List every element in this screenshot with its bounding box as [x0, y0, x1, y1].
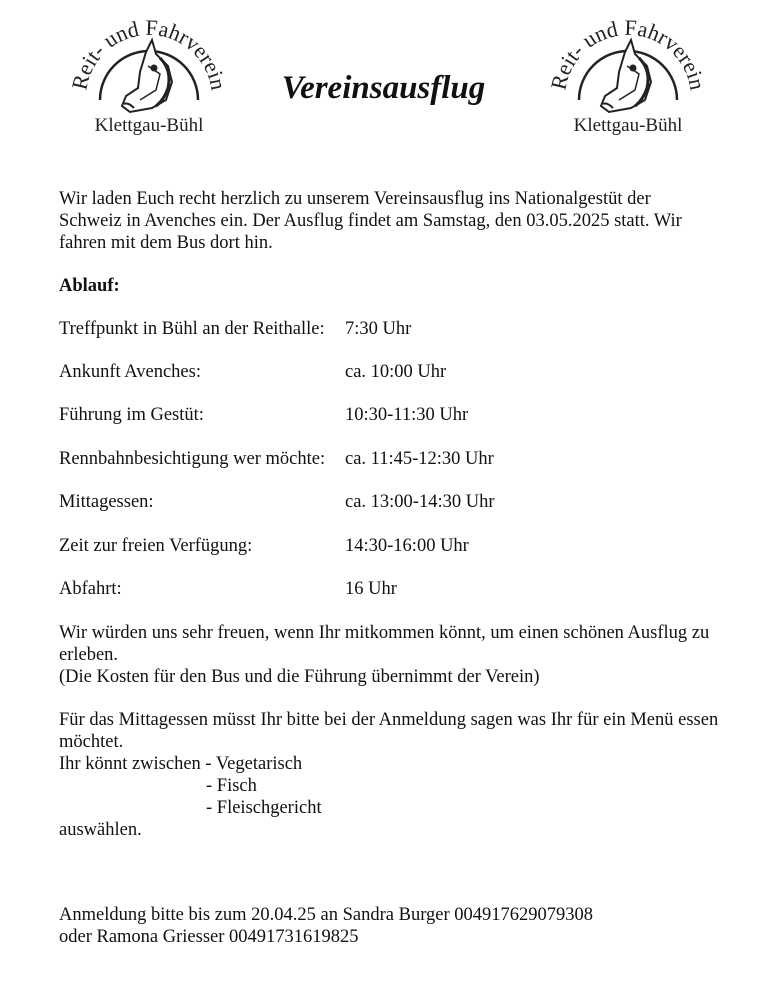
- menu-paragraph: [59, 709, 719, 841]
- logo-place: Klettgau-Bühl: [573, 115, 683, 136]
- schedule-time: 14:30-16:00 Uhr: [345, 536, 469, 556]
- menu-option: - Fleischgericht: [206, 798, 322, 818]
- menu-choice-line: Ihr könnt zwischen - Vegetarisch: [59, 754, 303, 774]
- logo-arc-text: Reit- und Fahrverein: [545, 14, 711, 92]
- schedule-label: Abfahrt:: [59, 579, 122, 599]
- schedule-heading: Ablauf:: [59, 276, 120, 296]
- schedule-time: ca. 11:45-12:30 Uhr: [345, 449, 494, 469]
- schedule-label: Treffpunkt in Bühl an der Reithalle:: [59, 319, 325, 339]
- schedule-label: Mittagessen:: [59, 492, 154, 512]
- schedule-time: 7:30 Uhr: [345, 319, 412, 339]
- menu-option: - Fisch: [206, 776, 257, 796]
- schedule-label: Rennbahnbesichtigung wer möchte:: [59, 449, 326, 469]
- intro-paragraph: Wir laden Euch recht herzlich zu unserem Vereinsausflug ins Nationalgestüt der Schweiz in Avenches ein. Der Ausflug findet am Samstag, den 03.05.2025 statt. Wir fahren mit dem Bus dort hin.: [59, 189, 682, 253]
- menu-intro: Für das Mittagessen müsst Ihr bitte bei der Anmeldung sagen was Ihr für ein Menü essen möchtet.: [59, 710, 719, 752]
- schedule-label: Ankunft Avenches:: [59, 362, 201, 382]
- schedule-time: 16 Uhr: [345, 579, 397, 599]
- contact-paragraph: [59, 904, 739, 948]
- schedule-time: ca. 13:00-14:30 Uhr: [345, 492, 495, 512]
- schedule-time: ca. 10:00 Uhr: [345, 362, 447, 382]
- schedule-label: Zeit zur freien Verfügung:: [59, 536, 253, 556]
- logo-place: Klettgau-Bühl: [94, 115, 204, 136]
- schedule-label: Führung im Gestüt:: [59, 405, 204, 425]
- logo-arc-text: Reit- und Fahrverein: [66, 14, 232, 92]
- info-line: Wir würden uns sehr freuen, wenn Ihr mitkommen könnt, um einen schönen Ausflug zu erleben.: [59, 623, 710, 665]
- menu-end: auswählen.: [59, 820, 142, 840]
- schedule-time: 10:30-11:30 Uhr: [345, 405, 469, 425]
- contact-line: Anmeldung bitte bis zum 20.04.25 an Sandra Burger 004917629079308: [59, 905, 594, 925]
- contact-line: oder Ramona Griesser 00491731619825: [59, 927, 359, 947]
- cost-note: (Die Kosten für den Bus und die Führung übernimmt der Verein): [59, 667, 540, 687]
- info-paragraph: [59, 622, 719, 688]
- page-title: Vereinsausflug: [281, 70, 486, 106]
